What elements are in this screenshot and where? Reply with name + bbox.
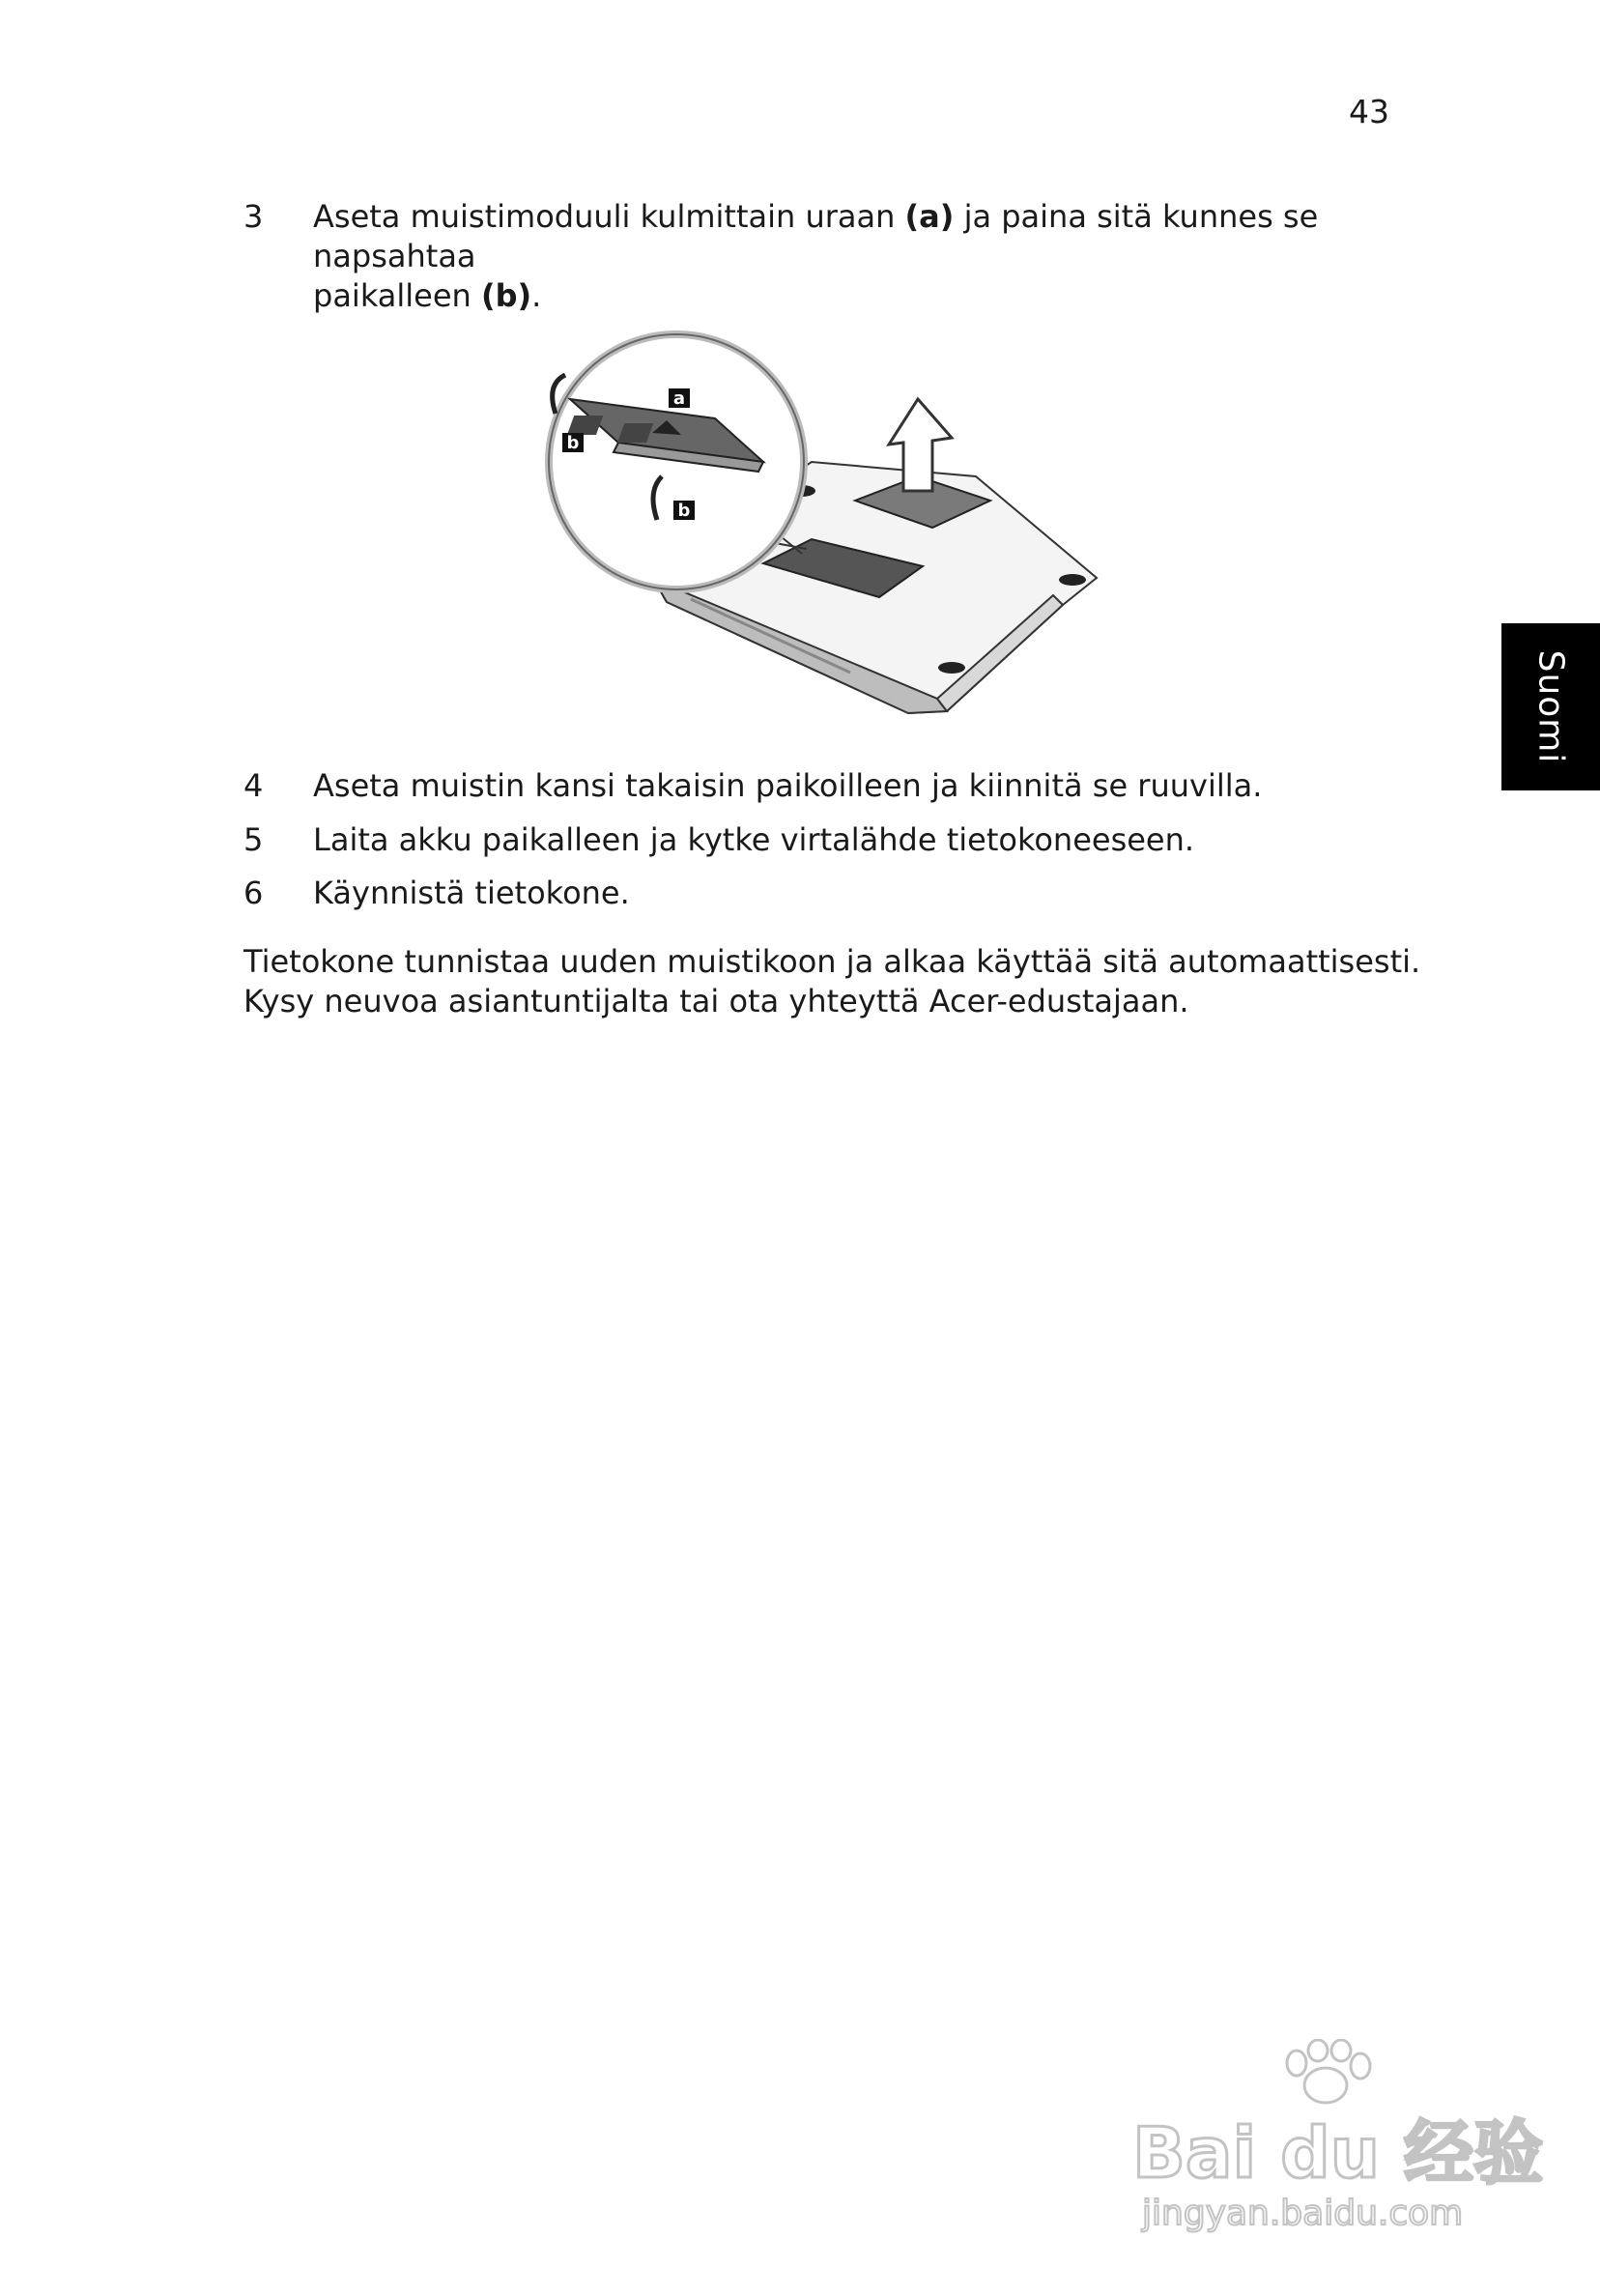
callout-a-label <box>669 388 690 409</box>
step-number: 4 <box>243 767 264 804</box>
page-number: 43 <box>1349 93 1389 130</box>
closing-line-2: Kysy neuvoa asiantuntijalta tai ota yhteyttä Acer-edustajaan. <box>243 983 1189 1019</box>
label-a: (a) <box>904 198 955 235</box>
step-text: Käynnistä tietokone. <box>313 875 630 911</box>
step-number: 3 <box>243 198 264 235</box>
callout-a-text: a <box>672 388 686 409</box>
step-text-part: . <box>531 277 542 314</box>
step-4 <box>243 766 1403 806</box>
label-b: (b) <box>481 277 532 314</box>
step-6 <box>243 874 1403 913</box>
language-tab <box>1501 623 1600 790</box>
closing-paragraph <box>243 942 1422 1021</box>
language-tab-label: Suomi <box>1530 649 1571 764</box>
step-text-part: ja paina sitä kunnes se napsahtaa <box>313 198 1319 274</box>
callout-b2-text: b <box>677 501 691 521</box>
callout-b1-text: b <box>566 433 580 453</box>
step-text: Laita akku paikalleen ja kytke virtalähde tietokoneeseen. <box>313 821 1195 858</box>
step-5 <box>243 820 1403 860</box>
step-text <box>313 197 1403 316</box>
callout-b-label <box>673 501 695 521</box>
zoom-callout <box>549 334 807 589</box>
step-text-part: Aseta muistimoduuli kulmittain uraan <box>313 198 905 235</box>
step-number: 5 <box>243 821 264 858</box>
callout-b-label <box>562 433 584 453</box>
watermark-url: jingyan.baidu.com <box>1142 2194 1464 2233</box>
watermark-logo-text: Bai du 经验 <box>1132 2112 1544 2194</box>
memory-install-illustration <box>522 307 1121 723</box>
step-3 <box>243 197 1403 316</box>
step-number: 6 <box>243 875 264 911</box>
step-text-part: paikalleen <box>313 277 481 314</box>
step-text: Aseta muistin kansi takaisin paikoilleen ja kiinnitä se ruuvilla. <box>313 767 1263 804</box>
closing-line-1: Tietokone tunnistaa uuden muistikoon ja alkaa käyttää sitä automaattisesti. <box>243 943 1421 980</box>
